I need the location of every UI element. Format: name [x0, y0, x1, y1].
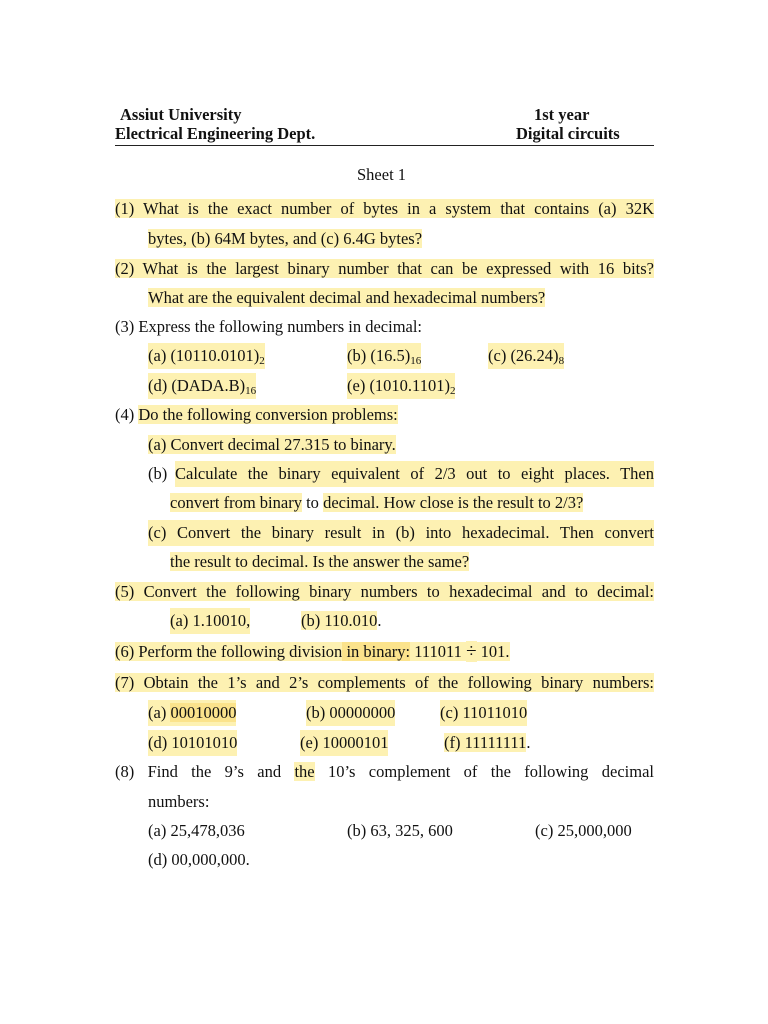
q1-line-1	[115, 196, 654, 222]
q5-text-1: (5) Convert the following binary numbers to hexadecimal and to decimal:	[115, 582, 654, 601]
q8-the: the	[294, 762, 315, 781]
q5-b-wrap: (b) 110.010.	[301, 611, 382, 630]
q8-row-2: (d) 00,000,000.	[148, 850, 250, 869]
q4-b-to: to	[301, 493, 324, 512]
q2-line-2	[148, 285, 654, 311]
q1-text-1: (1) What is the exact number of bytes in a system that contains (a) 32K	[115, 199, 654, 218]
q3-intro: (3) Express the following numbers in decimal:	[115, 317, 423, 336]
q3-row-1	[148, 343, 654, 369]
q6-dividend: 111011	[410, 642, 467, 661]
sheet-title: Sheet 1	[357, 165, 407, 184]
q4-b-label: (b)	[148, 464, 168, 483]
q2-text-1: (2) What is the largest binary number that can be expressed with 16 bits?	[115, 259, 654, 278]
q5-a: (a) 1.10010,	[170, 608, 250, 634]
q1-line-2	[148, 226, 654, 252]
q4-number: (4)	[115, 405, 135, 424]
q3-item-b: (b) $(16.5)_{16}$	[347, 343, 421, 369]
q3-item-e: (e) $(1010.1101)_2$	[347, 373, 455, 399]
q2-text-2: What are the equivalent decimal and hexadecimal numbers?	[148, 288, 546, 307]
q5-line-2	[170, 608, 654, 634]
header-department: Electrical Engineering Dept.	[115, 124, 316, 143]
q6-line	[115, 639, 654, 665]
q4-c-line-2	[170, 549, 654, 575]
q2-line-1	[115, 256, 654, 282]
q7-row-1	[148, 700, 654, 726]
q7-f-wrap: (f) 11111111.	[444, 733, 531, 752]
q7-row-2	[148, 730, 654, 756]
q7-b: (b) 00000000	[306, 700, 395, 726]
q4-a: (a) Convert decimal 27.315 to binary.	[148, 435, 396, 454]
q3-row-2	[148, 373, 654, 399]
q7-e: (e) 10000101	[300, 730, 388, 756]
q8-c: (c) 25,000,000	[535, 821, 632, 840]
q1-text-2: bytes, (b) 64M bytes, and (c) 6.4G bytes?	[148, 229, 423, 248]
q6-divisor: 101.	[476, 642, 510, 661]
q4-intro-line	[115, 402, 654, 428]
q8-row-1	[148, 818, 654, 844]
q8-a: (a) 25,478,036	[148, 821, 245, 840]
q8-line-1-inner	[115, 759, 654, 785]
q7-a: (a) 00010000	[148, 700, 236, 726]
q4-intro: Do the following conversion problems:	[138, 405, 398, 424]
q4-a-line	[148, 432, 654, 458]
header-university: Assiut University	[120, 105, 242, 124]
q7-f: (f) 11111111	[444, 733, 527, 752]
q4-c-line-1	[148, 520, 654, 546]
q4-c-text-2: the result to decimal. Is the answer the same?	[170, 552, 470, 571]
q4-c-text-1: (c) Convert the binary result in (b) into hexadecimal. Then convert	[148, 520, 654, 546]
q3-item-d: (d) $(DADA.B)_{16}$	[148, 373, 256, 399]
q6-text-1: (6) Perform the following division	[115, 642, 343, 661]
q6-in-binary: in binary:	[342, 642, 411, 661]
q5-b: (b) 110.010	[301, 611, 378, 630]
q4-b-decimal: decimal. How close is the result to 2/3?	[323, 493, 584, 512]
header-divider	[115, 145, 654, 146]
q7-c: (c) 11011010	[440, 700, 527, 726]
q4-b-text-1: Calculate the binary equivalent of 2/3 out to eight places. Then	[175, 461, 654, 487]
q4-b-from-binary: from binary	[219, 493, 302, 512]
q8-line-1	[115, 759, 654, 785]
q7-text-1: (7) Obtain the 1’s and 2’s complements of the following binary numbers:	[115, 673, 654, 692]
q4-b-line-1	[148, 461, 654, 487]
q8-b: (b) 63, 325, 600	[347, 821, 453, 840]
divide-icon: ÷	[466, 641, 477, 662]
q7-d: (d) 10101010	[148, 730, 237, 756]
q8-line-2: numbers:	[148, 792, 210, 811]
q3-item-c: (c) $(26.24)_8$	[488, 343, 564, 369]
q5-line-1	[115, 579, 654, 605]
header-course: Digital circuits	[516, 124, 620, 143]
q8-text-1: (8) Find the 9’s and the 10’s complement of the following decimal	[115, 762, 654, 781]
q3-item-a: (a) $(10110.0101)_2$	[148, 343, 265, 369]
q7-line-1	[115, 670, 654, 696]
header-year: 1st year	[534, 105, 590, 124]
q4-b-line-2	[170, 490, 654, 516]
q4-b-convert: convert	[170, 493, 220, 512]
